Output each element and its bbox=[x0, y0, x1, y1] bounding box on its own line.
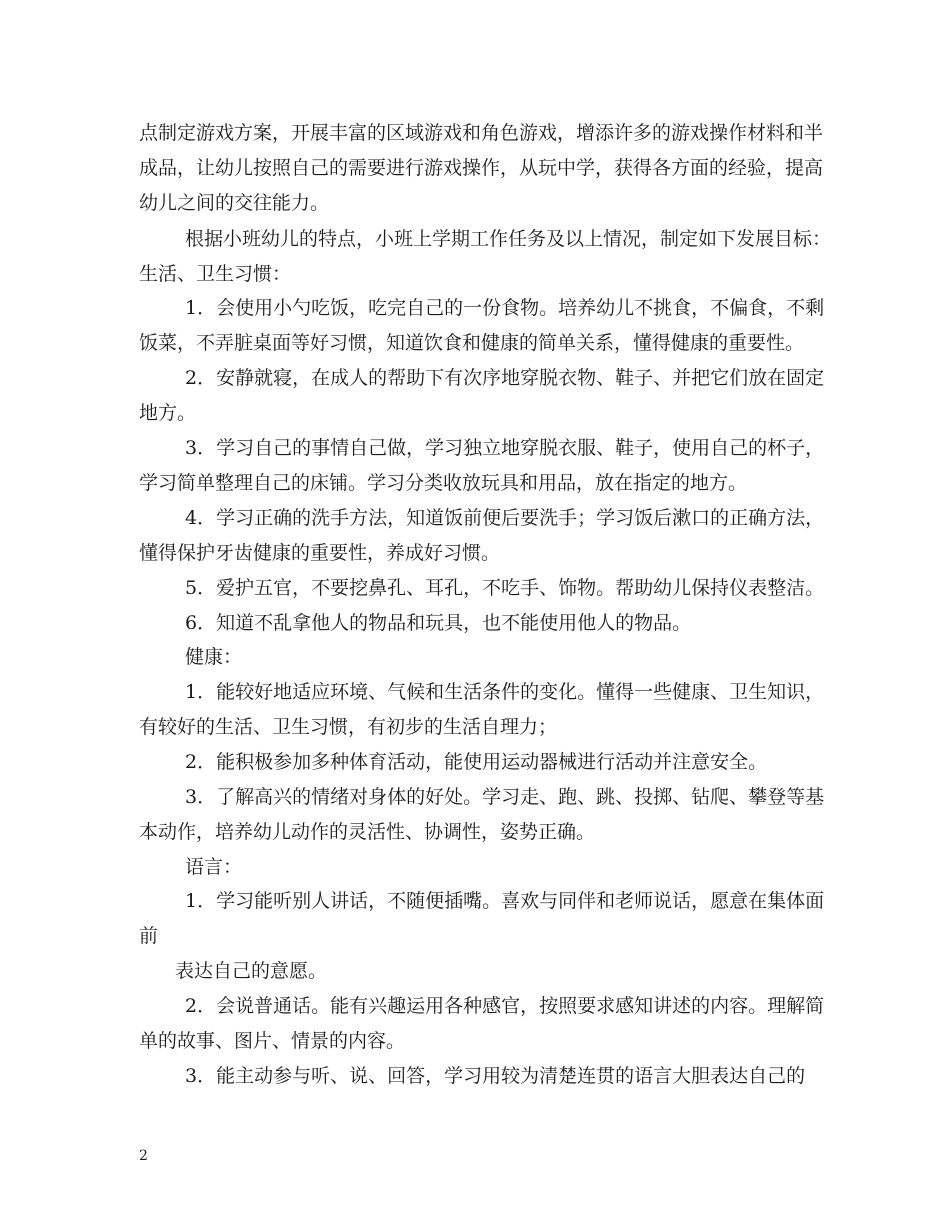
section-heading: 生活、卫生习惯： bbox=[139, 263, 292, 285]
text-line: 幼儿之间的交往能力。 bbox=[139, 192, 330, 214]
text-line: 3．了解高兴的情绪对身体的好处。学习走、跑、跳、投掷、钻爬、攀登等基 bbox=[185, 786, 825, 808]
text-line: 3．学习自己的事情自己做，学习独立地穿脱衣服、鞋子，使用自己的杯子， bbox=[185, 437, 825, 459]
text-line: 3．能主动参与听、说、回答，学习用较为清楚连贯的语言大胆表达自己的 bbox=[185, 1065, 806, 1087]
text-line: 学习简单整理自己的床铺。学习分类收放玩具和用品，放在指定的地方。 bbox=[139, 472, 748, 494]
text-line: 4．学习正确的洗手方法，知道饭前便后要洗手；学习饭后漱口的正确方法， bbox=[185, 507, 825, 529]
text-line: 懂得保护牙齿健康的重要性，养成好习惯。 bbox=[139, 542, 501, 564]
text-line: 1．学习能听别人讲话，不随便插嘴。喜欢与同伴和老师说话，愿意在集体面 bbox=[185, 890, 825, 912]
text-line: 有较好的生活、卫生习惯，有初步的生活自理力； bbox=[139, 716, 558, 738]
text-line: 成品，让幼儿按照自己的需要进行游戏操作，从玩中学，获得各方面的经验，提高 bbox=[139, 157, 824, 179]
text-line: 6．知道不乱拿他人的物品和玩具，也不能使用他人的物品。 bbox=[185, 612, 692, 634]
text-line: 表达自己的意愿。 bbox=[175, 960, 328, 982]
page-number: 2 bbox=[139, 1148, 148, 1164]
text-line: 前 bbox=[139, 925, 159, 947]
text-line: 1．会使用小勺吃饭，吃完自己的一份食物。培养幼儿不挑食，不偏食，不剩 bbox=[185, 297, 825, 319]
text-line: 点制定游戏方案，开展丰富的区域游戏和角色游戏，增添许多的游戏操作材料和半 bbox=[139, 122, 824, 144]
section-heading: 健康： bbox=[185, 646, 243, 668]
text-line: 单的故事、图片、情景的内容。 bbox=[139, 1030, 406, 1052]
text-line: 2．安静就寝，在成人的帮助下有次序地穿脱衣物、鞋子、并把它们放在固定 bbox=[185, 367, 825, 389]
text-line: 1．能较好地适应环境、气候和生活条件的变化。懂得一些健康、卫生知识， bbox=[185, 681, 825, 703]
section-heading: 语言： bbox=[185, 856, 243, 878]
text-line: 5．爱护五官，不要挖鼻孔、耳孔，不吃手、饰物。帮助幼儿保持仪表整洁。 bbox=[185, 577, 825, 599]
text-line: 饭菜，不弄脏桌面等好习惯，知道饮食和健康的简单关系，懂得健康的重要性。 bbox=[139, 332, 805, 354]
text-line: 2．会说普通话。能有兴趣运用各种感官，按照要求感知讲述的内容。理解简 bbox=[185, 995, 825, 1017]
text-line: 根据小班幼儿的特点，小班上学期工作任务及以上情况，制定如下发展目标： bbox=[185, 228, 832, 250]
text-line: 地方。 bbox=[139, 402, 197, 424]
text-line: 本动作，培养幼儿动作的灵活性、协调性，姿势正确。 bbox=[139, 821, 596, 843]
text-line: 2．能积极参加多种体育活动，能使用运动器械进行活动并注意安全。 bbox=[185, 751, 768, 773]
